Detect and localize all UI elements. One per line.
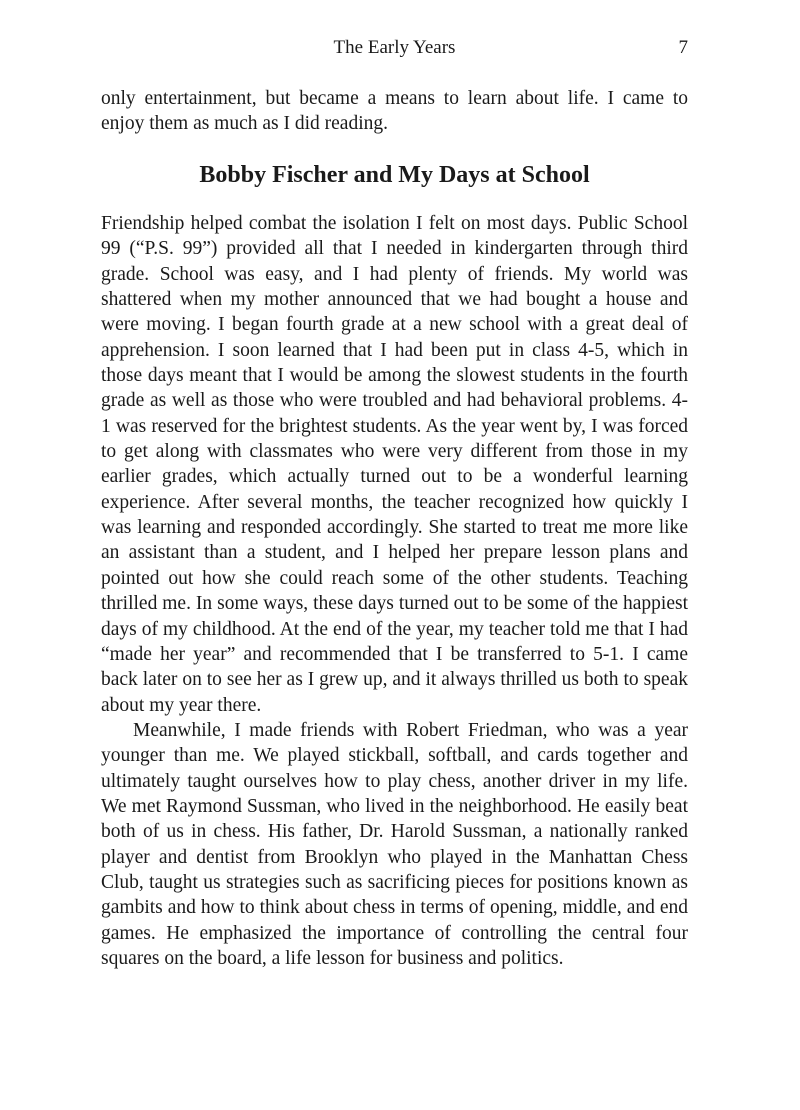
paragraph-1: Friendship helped combat the isolation I felt on most days. Public School 99 (“P.S. 99”) provided all that I needed in kindergarten through third grade. School was easy, and I had plenty of friends. My world was shattered when my mother announced that we had bought a house and were moving. I began fourth grade at a new school with a great deal of apprehension. I soon learned that I had been put in class 4-5, which in those days meant that I would be among the slowest students in the fourth grade as well as those who were troubled and had behavioral problems. 4-1 was reserved for the brightest students. As the year went by, I was forced to get along with classmates who were very different from those in my earlier grades, which actually turned out to be a wonderful learning experience. After several months, the teacher recognized how quickly I was learning and responded accordingly. She started to treat me more like an assistant than a student, and I helped her prepare lesson plans and pointed out how she could reach some of the other students. Teaching thrilled me. In some ways, these days turned out to be some of the happiest days of my childhood. At the end of the year, my teacher told me that I had “made her year” and recommended that I be transferred to 5-1. I came back later on to see her as I grew up, and it always thrilled us both to speak about my year there. [101, 213, 688, 716]
page-number: 7 [678, 37, 688, 58]
intro-paragraph: only entertainment, but became a means to learn about life. I came to enjoy them as much as I did reading. [101, 88, 688, 135]
section-body [101, 211, 688, 971]
running-head [101, 34, 688, 62]
paragraph-2: Meanwhile, I made friends with Robert Friedman, who was a year younger than me. We played stickball, softball, and cards together and ultimately taught ourselves how to play chess, another driver in my life. We met Raymond Sussman, who lived in the neighborhood. He easily beat both of us in chess. His father, Dr. Harold Sussman, a nationally ranked player and dentist from Brooklyn who played in the Manhattan Chess Club, taught us strategies such as sacrificing pieces for positions known as gambits and how to think about chess in terms of opening, middle, and end games. He emphasized the importance of controlling the central four squares on the board, a life lesson for business and politics. [101, 719, 688, 969]
section-heading: Bobby Fischer and My Days at School [199, 162, 590, 188]
running-head-title: The Early Years [333, 37, 456, 58]
